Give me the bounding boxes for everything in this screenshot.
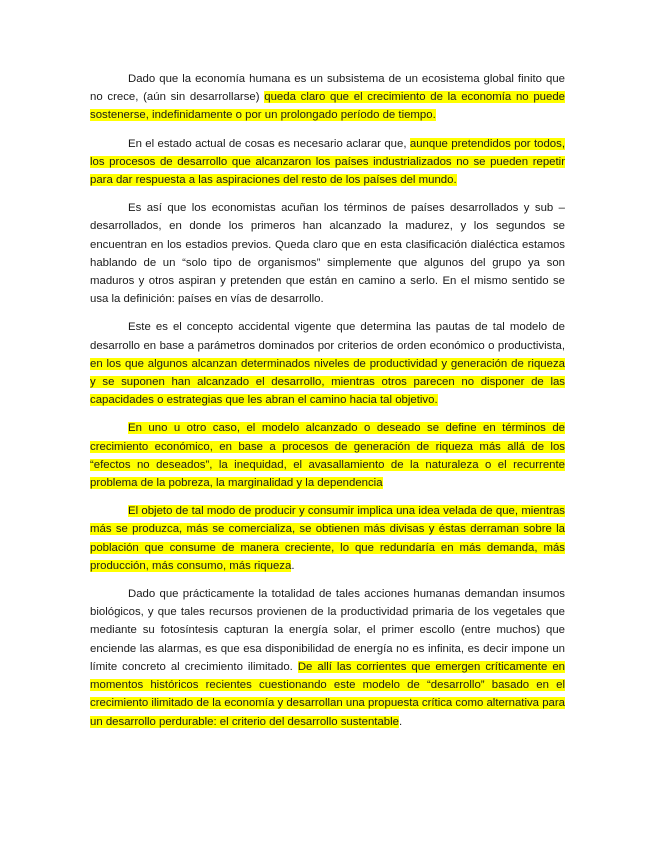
highlighted-text: aunque pretendidos por todos, los procesos de desarrollo que alcanzaron los países industrializados no se pueden repetir para dar respuesta a las aspiraciones del resto de los países del mundo. (90, 137, 565, 187)
text-segment: . (291, 559, 295, 572)
text-segment: Dado que la economía humana es un subsistema de un ecosistema global finito que no crece, (aún sin desarrollarse) (90, 73, 565, 104)
paragraph-7 (90, 585, 565, 731)
paragraph-1 (90, 70, 565, 125)
text-segment: Es así que los economistas acuñan los términos de países desarrollados y sub – desarrollados, en donde los primeros han alcanzado la madurez, y los segundos se encuentran en los estadios previos. Queda claro que en esta clasificación dialéctica estamos hablando de un “solo tipo de organismos” simplemente que algunos del grupo ya son maduros y otros aspiran y pretenden que están en camino a serlo. En el mismo sentido se usa la definición: países en vías de desarrollo. (90, 202, 565, 306)
text-segment: Este es el concepto accidental vigente que determina las pautas de tal modelo de desarrollo en base a parámetros dominados por criterios de orden económico o productivista, (90, 321, 565, 352)
paragraph-4 (90, 318, 565, 409)
highlighted-text: El objeto de tal modo de producir y consumir implica una idea velada de que, mientras más se produzca, más se comercializa, se obtienen más divisas y éstas derraman sobre la población que consume de manera creciente, lo que redundaría en más demanda, más producción, más consumo, más riqueza (90, 505, 565, 572)
paragraph-6 (90, 502, 565, 575)
paragraph-5 (90, 419, 565, 492)
highlighted-text: En uno u otro caso, el modelo alcanzado o deseado se define en términos de crecimiento económico, en base a procesos de generación de riqueza más allá de los “efectos no deseados”, la inequidad, el avasallamiento de la naturaleza o el recurrente problema de la pobreza, la marginalidad y la dependencia (90, 422, 565, 490)
paragraph-2 (90, 135, 565, 190)
paragraph-3 (90, 199, 565, 308)
highlighted-text: De allí las corrientes que emergen críticamente en momentos históricos recientes cuestionando este modelo de “desarrollo” basado en el crecimiento ilimitado de la economía y desarrollan una propuesta crítica como alternativa para un desarrollo perdurable: el criterio del desarrollo sustentable (90, 660, 566, 728)
text-segment: Dado que prácticamente la totalidad de tales acciones humanas demandan insumos biológicos, y que tales recursos provienen de la productividad primaria de los vegetales que mediante su fotosíntesis capturan la energía solar, el primer escollo (entre muchos) que enciende las alarmas, es que esa disponibilidad de energía no es infinita, es decir impone un límite concreto al crecimiento ilimitado. (90, 588, 565, 673)
text-segment: . (399, 715, 403, 728)
highlighted-text: queda claro que el crecimiento de la economía no puede sostenerse, indefinidamente o por un prolongado período de tiempo. (90, 91, 565, 122)
text-segment: En el estado actual de cosas es necesario aclarar que, (128, 137, 410, 150)
highlighted-text: en los que algunos alcanzan determinados niveles de productividad y generación de riqueza y se suponen han alcanzado el desarrollo, mientras otros parecen no disponer de las capacidades o estrategias que les abran el camino hacia tal objetivo. (90, 357, 565, 407)
